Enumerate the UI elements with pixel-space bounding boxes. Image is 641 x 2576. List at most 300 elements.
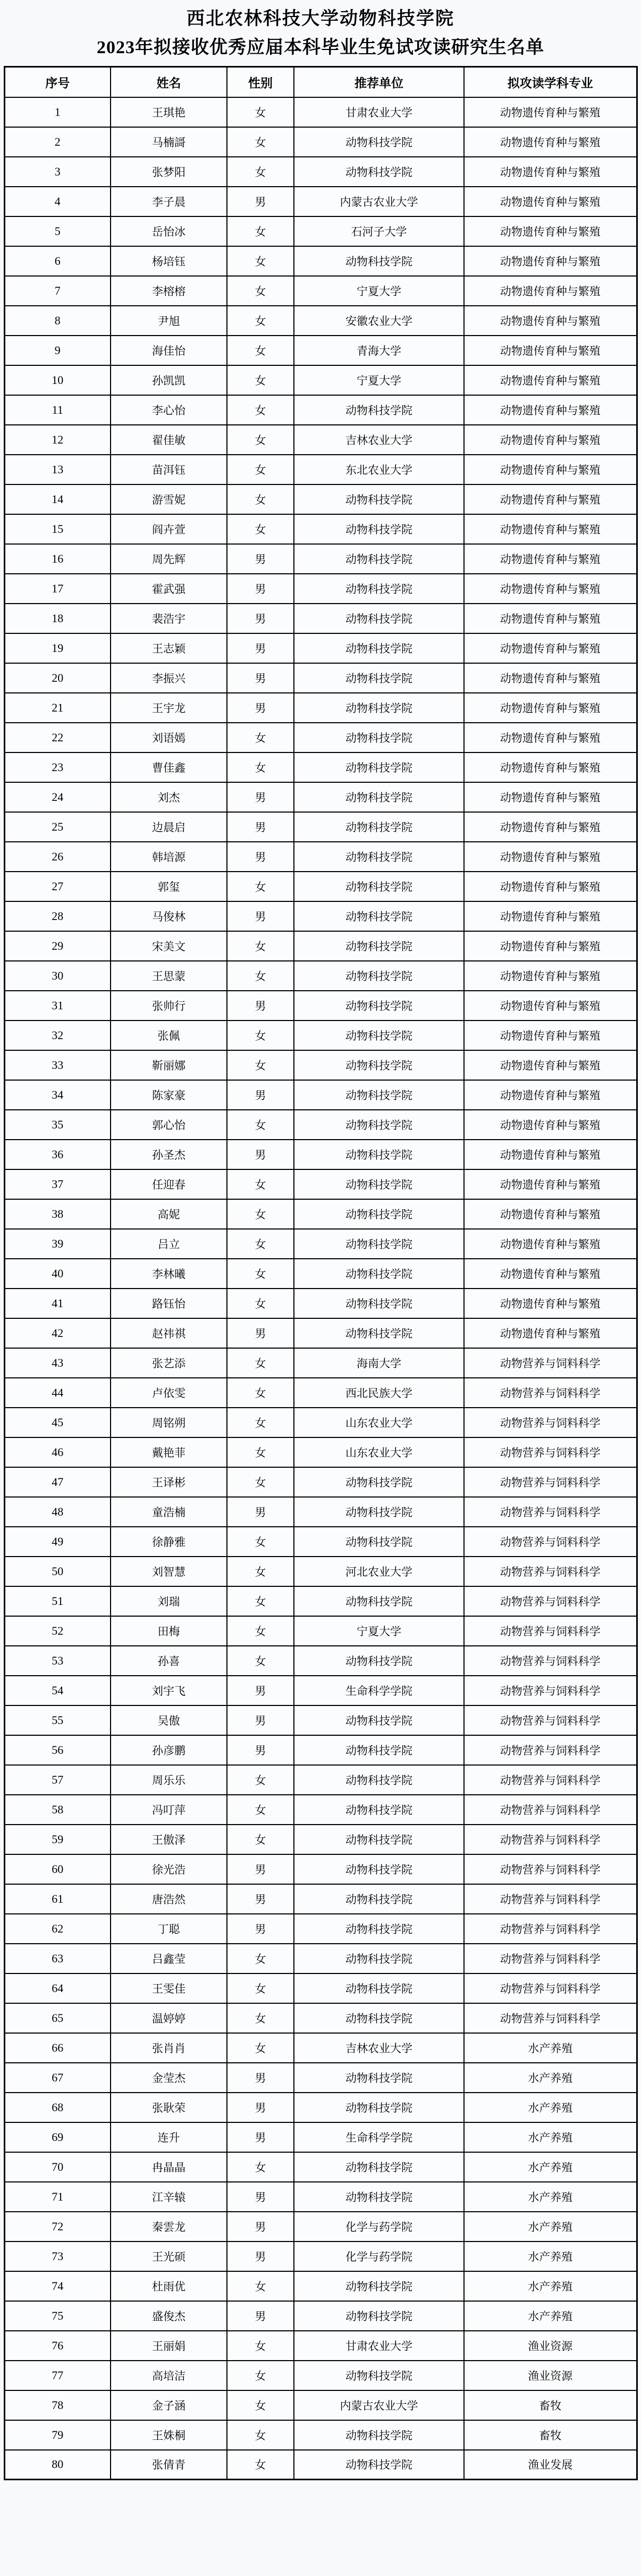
cell-unit: 动物科技学院 <box>294 1140 464 1169</box>
table-row <box>4 1199 637 1229</box>
cell-name: 靳丽娜 <box>111 1050 227 1080</box>
cell-major: 动物遗传育种与繁殖 <box>464 365 637 395</box>
cell-major: 动物遗传育种与繁殖 <box>464 1080 637 1110</box>
cell-gender: 男 <box>227 842 294 872</box>
cell-gender: 女 <box>227 1944 294 1973</box>
cell-major: 水产养殖 <box>464 2063 637 2093</box>
cell-major: 动物营养与饲料科学 <box>464 1735 637 1765</box>
cell-name: 金莹杰 <box>111 2063 227 2093</box>
cell-gender: 女 <box>227 216 294 246</box>
cell-unit: 动物科技学院 <box>294 2301 464 2331</box>
cell-index: 49 <box>4 1527 111 1557</box>
cell-unit: 动物科技学院 <box>294 1199 464 1229</box>
cell-major: 动物遗传育种与繁殖 <box>464 1318 637 1348</box>
cell-index: 8 <box>4 306 111 336</box>
cell-major: 动物营养与饲料科学 <box>464 1914 637 1944</box>
cell-index: 57 <box>4 1765 111 1795</box>
table-row <box>4 2152 637 2182</box>
cell-index: 54 <box>4 1676 111 1705</box>
cell-gender: 男 <box>227 604 294 633</box>
cell-major: 动物营养与饲料科学 <box>464 1378 637 1408</box>
cell-major: 水产养殖 <box>464 2152 637 2182</box>
cell-index: 27 <box>4 872 111 901</box>
cell-gender: 男 <box>227 1140 294 1169</box>
cell-index: 56 <box>4 1735 111 1765</box>
table-row <box>4 961 637 991</box>
cell-name: 戴艳菲 <box>111 1437 227 1467</box>
table-row <box>4 2033 637 2063</box>
cell-index: 3 <box>4 157 111 187</box>
cell-major: 动物遗传育种与繁殖 <box>464 97 637 127</box>
table-row <box>4 1110 637 1140</box>
cell-name: 张倩青 <box>111 2450 227 2480</box>
table-row <box>4 1795 637 1825</box>
cell-gender: 女 <box>227 752 294 782</box>
cell-index: 4 <box>4 187 111 216</box>
cell-unit: 动物科技学院 <box>294 1229 464 1259</box>
cell-index: 67 <box>4 2063 111 2093</box>
cell-unit: 动物科技学院 <box>294 157 464 187</box>
cell-unit: 宁夏大学 <box>294 276 464 306</box>
cell-unit: 动物科技学院 <box>294 2450 464 2480</box>
cell-major: 动物遗传育种与繁殖 <box>464 1021 637 1050</box>
cell-unit: 动物科技学院 <box>294 1705 464 1735</box>
table-row <box>4 2420 637 2450</box>
document-title <box>0 5 641 63</box>
cell-name: 吴傲 <box>111 1705 227 1735</box>
table-row <box>4 723 637 752</box>
table-row <box>4 1527 637 1557</box>
cell-index: 11 <box>4 395 111 425</box>
cell-name: 张佩 <box>111 1021 227 1050</box>
cell-name: 田梅 <box>111 1616 227 1646</box>
cell-gender: 男 <box>227 1080 294 1110</box>
cell-name: 张肖肖 <box>111 2033 227 2063</box>
table-row <box>4 1497 637 1527</box>
cell-major: 动物遗传育种与繁殖 <box>464 693 637 723</box>
table-row <box>4 872 637 901</box>
cell-unit: 动物科技学院 <box>294 2361 464 2390</box>
table-row <box>4 484 637 514</box>
cell-name: 张帅行 <box>111 991 227 1021</box>
cell-unit: 动物科技学院 <box>294 574 464 604</box>
cell-unit: 动物科技学院 <box>294 842 464 872</box>
cell-unit: 动物科技学院 <box>294 2152 464 2182</box>
cell-index: 39 <box>4 1229 111 1259</box>
cell-major: 动物遗传育种与繁殖 <box>464 246 637 276</box>
table-row <box>4 1259 637 1289</box>
table-row <box>4 752 637 782</box>
cell-index: 30 <box>4 961 111 991</box>
table-row <box>4 514 637 544</box>
cell-major: 动物遗传育种与繁殖 <box>464 544 637 574</box>
cell-unit: 河北农业大学 <box>294 1557 464 1586</box>
cell-name: 王琪艳 <box>111 97 227 127</box>
cell-name: 杨培钰 <box>111 246 227 276</box>
cell-name: 王傲泽 <box>111 1825 227 1854</box>
cell-index: 70 <box>4 2152 111 2182</box>
cell-name: 尹旭 <box>111 306 227 336</box>
cell-unit: 动物科技学院 <box>294 812 464 842</box>
cell-index: 48 <box>4 1497 111 1527</box>
cell-gender: 女 <box>227 2420 294 2450</box>
cell-unit: 西北民族大学 <box>294 1378 464 1408</box>
cell-major: 动物营养与饲料科学 <box>464 1676 637 1705</box>
cell-major: 动物遗传育种与繁殖 <box>464 514 637 544</box>
cell-index: 15 <box>4 514 111 544</box>
cell-gender: 男 <box>227 187 294 216</box>
cell-unit: 动物科技学院 <box>294 1050 464 1080</box>
cell-major: 动物遗传育种与繁殖 <box>464 872 637 901</box>
cell-gender: 女 <box>227 2450 294 2480</box>
cell-major: 动物遗传育种与繁殖 <box>464 216 637 246</box>
cell-unit: 甘肃农业大学 <box>294 2331 464 2361</box>
cell-index: 10 <box>4 365 111 395</box>
cell-gender: 女 <box>227 1646 294 1676</box>
table-row <box>4 2450 637 2480</box>
cell-major: 渔业资源 <box>464 2331 637 2361</box>
cell-unit: 动物科技学院 <box>294 1021 464 1050</box>
table-row <box>4 157 637 187</box>
cell-gender: 女 <box>227 2361 294 2390</box>
cell-index: 77 <box>4 2361 111 2390</box>
cell-unit: 动物科技学院 <box>294 1318 464 1348</box>
table-row <box>4 1557 637 1586</box>
cell-unit: 吉林农业大学 <box>294 2033 464 2063</box>
cell-index: 1 <box>4 97 111 127</box>
cell-major: 动物遗传育种与繁殖 <box>464 1289 637 1318</box>
cell-unit: 动物科技学院 <box>294 604 464 633</box>
cell-major: 动物遗传育种与繁殖 <box>464 276 637 306</box>
cell-name: 周乐乐 <box>111 1765 227 1795</box>
cell-unit: 动物科技学院 <box>294 872 464 901</box>
table-row <box>4 425 637 455</box>
cell-index: 74 <box>4 2271 111 2301</box>
cell-gender: 女 <box>227 1765 294 1795</box>
cell-index: 69 <box>4 2122 111 2152</box>
cell-major: 动物营养与饲料科学 <box>464 1854 637 1884</box>
cell-major: 水产养殖 <box>464 2301 637 2331</box>
cell-gender: 男 <box>227 693 294 723</box>
roster-table <box>4 66 638 2480</box>
cell-index: 79 <box>4 2420 111 2450</box>
cell-name: 王丽娟 <box>111 2331 227 2361</box>
cell-name: 孙凯凯 <box>111 365 227 395</box>
cell-unit: 动物科技学院 <box>294 2063 464 2093</box>
cell-index: 20 <box>4 663 111 693</box>
cell-index: 33 <box>4 1050 111 1080</box>
cell-index: 62 <box>4 1914 111 1944</box>
cell-index: 71 <box>4 2182 111 2212</box>
cell-unit: 动物科技学院 <box>294 1914 464 1944</box>
cell-major: 动物遗传育种与繁殖 <box>464 306 637 336</box>
cell-major: 动物遗传育种与繁殖 <box>464 455 637 484</box>
cell-unit: 动物科技学院 <box>294 1735 464 1765</box>
table-row <box>4 455 637 484</box>
cell-unit: 内蒙古农业大学 <box>294 2390 464 2420</box>
cell-major: 动物遗传育种与繁殖 <box>464 991 637 1021</box>
cell-gender: 女 <box>227 484 294 514</box>
table-row <box>4 2212 637 2242</box>
cell-gender: 男 <box>227 1705 294 1735</box>
cell-name: 张艺添 <box>111 1348 227 1378</box>
cell-gender: 女 <box>227 1616 294 1646</box>
cell-major: 动物遗传育种与繁殖 <box>464 336 637 365</box>
table-row <box>4 931 637 961</box>
cell-gender: 男 <box>227 2063 294 2093</box>
table-row <box>4 2271 637 2301</box>
cell-index: 60 <box>4 1854 111 1884</box>
cell-name: 王志颖 <box>111 633 227 663</box>
cell-gender: 女 <box>227 1050 294 1080</box>
cell-name: 温婷婷 <box>111 2003 227 2033</box>
cell-gender: 男 <box>227 991 294 1021</box>
cell-major: 水产养殖 <box>464 2182 637 2212</box>
table-row <box>4 604 637 633</box>
cell-unit: 动物科技学院 <box>294 395 464 425</box>
cell-name: 秦雲龙 <box>111 2212 227 2242</box>
cell-index: 26 <box>4 842 111 872</box>
cell-index: 38 <box>4 1199 111 1229</box>
cell-index: 78 <box>4 2390 111 2420</box>
cell-major: 动物营养与饲料科学 <box>464 1705 637 1735</box>
cell-name: 孙彦鹏 <box>111 1735 227 1765</box>
cell-unit: 动物科技学院 <box>294 901 464 931</box>
cell-major: 渔业发展 <box>464 2450 637 2480</box>
cell-name: 李林曦 <box>111 1259 227 1289</box>
cell-major: 动物营养与饲料科学 <box>464 1497 637 1527</box>
cell-index: 68 <box>4 2093 111 2122</box>
cell-unit: 安徽农业大学 <box>294 306 464 336</box>
cell-name: 李振兴 <box>111 663 227 693</box>
cell-name: 韩培源 <box>111 842 227 872</box>
cell-major: 动物遗传育种与繁殖 <box>464 604 637 633</box>
table-row <box>4 2093 637 2122</box>
cell-index: 47 <box>4 1467 111 1497</box>
table-row <box>4 246 637 276</box>
cell-major: 动物遗传育种与繁殖 <box>464 752 637 782</box>
cell-name: 高妮 <box>111 1199 227 1229</box>
cell-unit: 动物科技学院 <box>294 1259 464 1289</box>
cell-name: 李心怡 <box>111 395 227 425</box>
cell-unit: 化学与药学院 <box>294 2242 464 2271</box>
cell-unit: 石河子大学 <box>294 216 464 246</box>
cell-major: 动物遗传育种与繁殖 <box>464 127 637 157</box>
cell-name: 盛俊杰 <box>111 2301 227 2331</box>
cell-gender: 男 <box>227 2212 294 2242</box>
cell-name: 马楠謌 <box>111 127 227 157</box>
cell-name: 吕鑫莹 <box>111 1944 227 1973</box>
table-row <box>4 1944 637 1973</box>
cell-gender: 女 <box>227 2152 294 2182</box>
table-row <box>4 1408 637 1437</box>
page-title-line2: 2023年拟接收优秀应届本科毕业生免试攻读研究生名单 <box>97 38 544 57</box>
table-row <box>4 782 637 812</box>
table-row <box>4 127 637 157</box>
cell-name: 宋美文 <box>111 931 227 961</box>
table-row <box>4 901 637 931</box>
cell-name: 王思蒙 <box>111 961 227 991</box>
cell-name: 童浩楠 <box>111 1497 227 1527</box>
cell-major: 动物遗传育种与繁殖 <box>464 1259 637 1289</box>
cell-name: 王光硕 <box>111 2242 227 2271</box>
cell-name: 刘瑞 <box>111 1586 227 1616</box>
table-row <box>4 1169 637 1199</box>
cell-gender: 男 <box>227 1318 294 1348</box>
cell-index: 18 <box>4 604 111 633</box>
cell-unit: 动物科技学院 <box>294 1080 464 1110</box>
cell-unit: 化学与药学院 <box>294 2212 464 2242</box>
column-header-gender: 性别 <box>227 67 294 97</box>
cell-major: 动物遗传育种与繁殖 <box>464 812 637 842</box>
cell-gender: 女 <box>227 2271 294 2301</box>
table-row <box>4 1884 637 1914</box>
cell-index: 44 <box>4 1378 111 1408</box>
table-row <box>4 1021 637 1050</box>
cell-name: 杜雨优 <box>111 2271 227 2301</box>
table-row <box>4 2390 637 2420</box>
table-row <box>4 187 637 216</box>
cell-index: 41 <box>4 1289 111 1318</box>
table-row <box>4 1140 637 1169</box>
cell-gender: 女 <box>227 306 294 336</box>
cell-index: 28 <box>4 901 111 931</box>
table-row <box>4 276 637 306</box>
table-row <box>4 991 637 1021</box>
cell-name: 陈家豪 <box>111 1080 227 1110</box>
cell-unit: 动物科技学院 <box>294 1467 464 1497</box>
cell-gender: 女 <box>227 514 294 544</box>
cell-unit: 生命科学学院 <box>294 1676 464 1705</box>
cell-major: 动物遗传育种与繁殖 <box>464 961 637 991</box>
cell-name: 高培洁 <box>111 2361 227 2390</box>
cell-gender: 男 <box>227 2301 294 2331</box>
table-row <box>4 1676 637 1705</box>
cell-index: 29 <box>4 931 111 961</box>
cell-index: 16 <box>4 544 111 574</box>
cell-index: 43 <box>4 1348 111 1378</box>
cell-unit: 山东农业大学 <box>294 1408 464 1437</box>
cell-unit: 动物科技学院 <box>294 1973 464 2003</box>
cell-index: 45 <box>4 1408 111 1437</box>
cell-major: 动物营养与饲料科学 <box>464 1527 637 1557</box>
cell-unit: 动物科技学院 <box>294 991 464 1021</box>
cell-index: 37 <box>4 1169 111 1199</box>
cell-index: 61 <box>4 1884 111 1914</box>
cell-gender: 女 <box>227 1527 294 1557</box>
cell-gender: 女 <box>227 1586 294 1616</box>
cell-unit: 动物科技学院 <box>294 1497 464 1527</box>
cell-name: 边晨启 <box>111 812 227 842</box>
cell-gender: 女 <box>227 1289 294 1318</box>
cell-major: 动物遗传育种与繁殖 <box>464 1199 637 1229</box>
cell-gender: 男 <box>227 2122 294 2152</box>
cell-index: 12 <box>4 425 111 455</box>
cell-unit: 动物科技学院 <box>294 1944 464 1973</box>
cell-index: 72 <box>4 2212 111 2242</box>
cell-major: 动物营养与饲料科学 <box>464 1467 637 1497</box>
table-row <box>4 1854 637 1884</box>
cell-name: 刘语嫣 <box>111 723 227 752</box>
cell-unit: 动物科技学院 <box>294 1825 464 1854</box>
table-row <box>4 1646 637 1676</box>
column-header-unit: 推荐单位 <box>294 67 464 97</box>
cell-index: 21 <box>4 693 111 723</box>
table-row <box>4 2122 637 2152</box>
cell-index: 75 <box>4 2301 111 2331</box>
cell-gender: 女 <box>227 246 294 276</box>
cell-major: 动物营养与饲料科学 <box>464 1765 637 1795</box>
cell-gender: 女 <box>227 1199 294 1229</box>
cell-name: 刘杰 <box>111 782 227 812</box>
cell-major: 动物营养与饲料科学 <box>464 1944 637 1973</box>
cell-major: 动物营养与饲料科学 <box>464 1437 637 1467</box>
cell-major: 动物营养与饲料科学 <box>464 1795 637 1825</box>
table-row <box>4 1348 637 1378</box>
cell-name: 海佳怡 <box>111 336 227 365</box>
cell-unit: 动物科技学院 <box>294 961 464 991</box>
cell-name: 周铭朔 <box>111 1408 227 1437</box>
cell-gender: 男 <box>227 782 294 812</box>
cell-index: 36 <box>4 1140 111 1169</box>
cell-unit: 动物科技学院 <box>294 2420 464 2450</box>
cell-gender: 男 <box>227 1854 294 1884</box>
cell-index: 58 <box>4 1795 111 1825</box>
cell-name: 丁聪 <box>111 1914 227 1944</box>
cell-major: 动物遗传育种与繁殖 <box>464 1229 637 1259</box>
cell-gender: 男 <box>227 1735 294 1765</box>
cell-gender: 女 <box>227 1378 294 1408</box>
cell-index: 66 <box>4 2033 111 2063</box>
cell-gender: 男 <box>227 901 294 931</box>
cell-gender: 女 <box>227 872 294 901</box>
table-row <box>4 574 637 604</box>
cell-gender: 女 <box>227 1408 294 1437</box>
cell-major: 动物营养与饲料科学 <box>464 1884 637 1914</box>
cell-major: 水产养殖 <box>464 2122 637 2152</box>
page-title-line1: 西北农林科技大学动物科技学院 <box>187 9 454 29</box>
cell-name: 赵祎祺 <box>111 1318 227 1348</box>
table-row <box>4 1318 637 1348</box>
cell-unit: 东北农业大学 <box>294 455 464 484</box>
cell-index: 13 <box>4 455 111 484</box>
cell-gender: 女 <box>227 1825 294 1854</box>
cell-unit: 动物科技学院 <box>294 246 464 276</box>
cell-name: 王雯佳 <box>111 1973 227 2003</box>
cell-gender: 女 <box>227 961 294 991</box>
cell-index: 80 <box>4 2450 111 2480</box>
cell-index: 31 <box>4 991 111 1021</box>
cell-name: 徐光浩 <box>111 1854 227 1884</box>
cell-major: 畜牧 <box>464 2390 637 2420</box>
cell-gender: 男 <box>227 2242 294 2271</box>
cell-major: 畜牧 <box>464 2420 637 2450</box>
cell-name: 刘智慧 <box>111 1557 227 1586</box>
cell-name: 吕立 <box>111 1229 227 1259</box>
cell-unit: 动物科技学院 <box>294 723 464 752</box>
table-row <box>4 633 637 663</box>
table-row <box>4 2242 637 2271</box>
table-body <box>4 97 637 2480</box>
cell-gender: 男 <box>227 1884 294 1914</box>
header-row <box>4 67 637 97</box>
table-row <box>4 1050 637 1080</box>
cell-gender: 女 <box>227 157 294 187</box>
cell-index: 55 <box>4 1705 111 1735</box>
cell-gender: 男 <box>227 1497 294 1527</box>
table-row <box>4 2182 637 2212</box>
cell-major: 动物遗传育种与繁殖 <box>464 842 637 872</box>
